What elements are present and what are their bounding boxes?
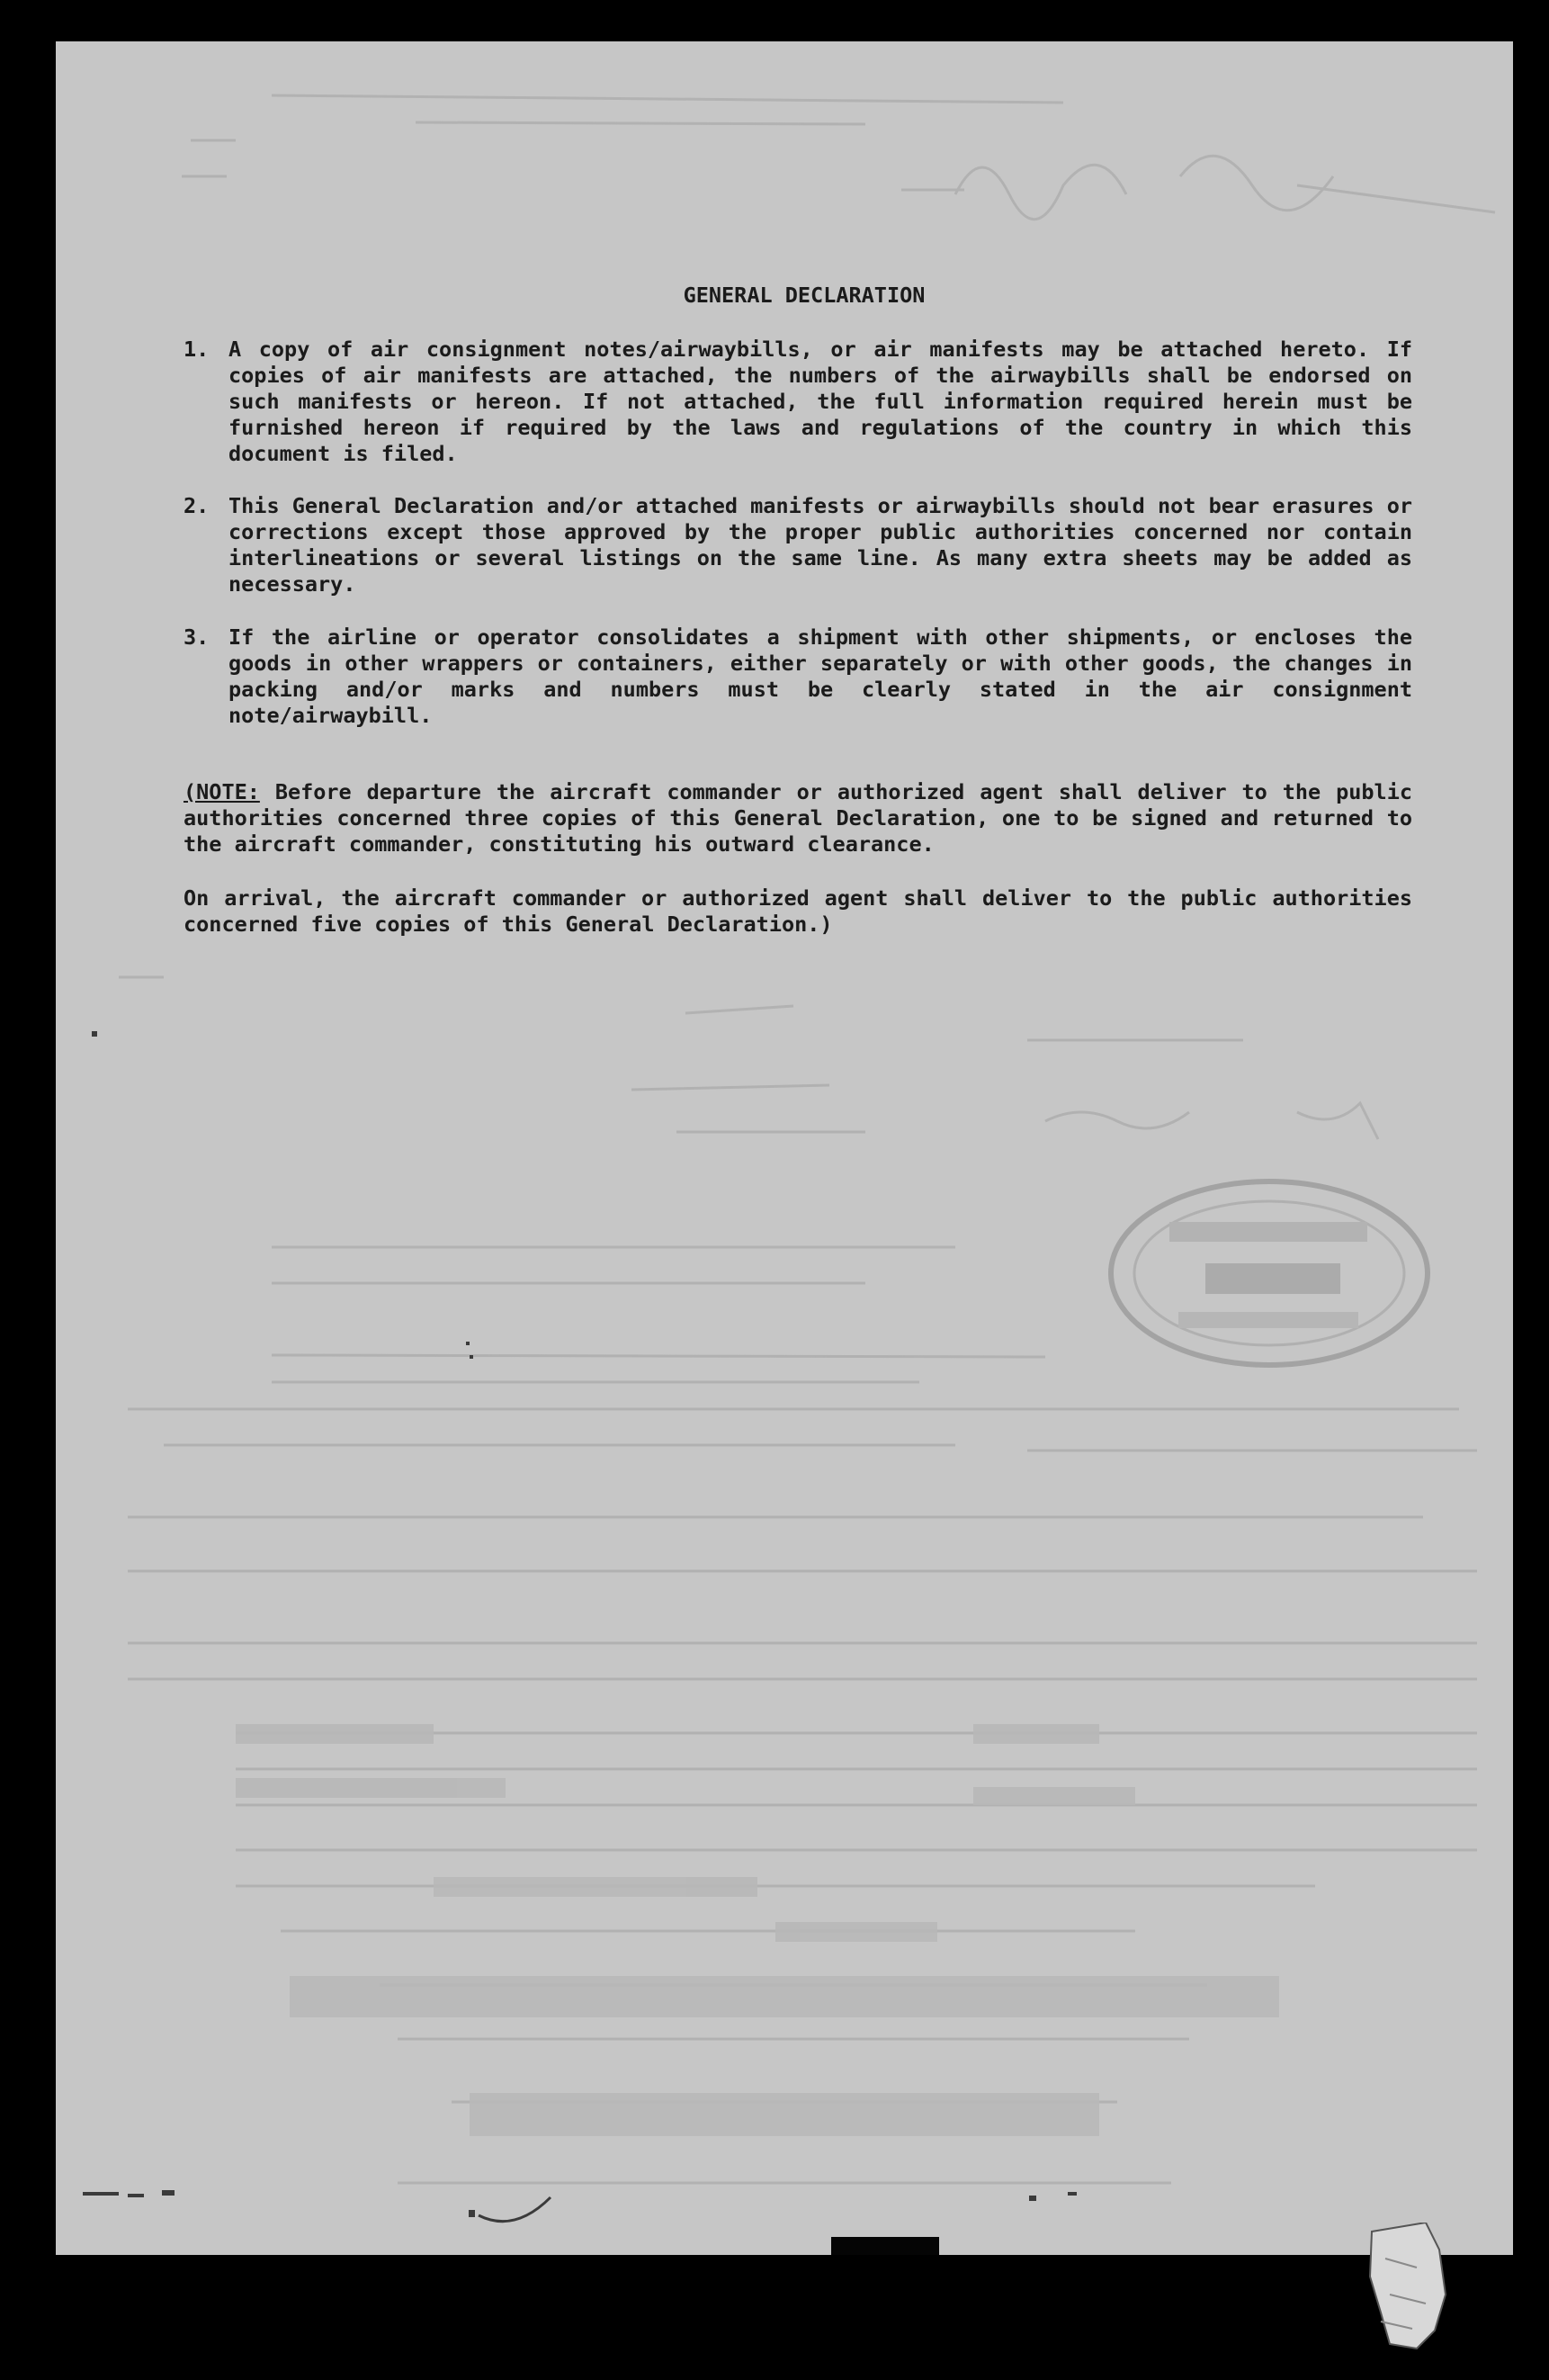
note-label: (NOTE: [184,779,260,804]
page-title: GENERAL DECLARATION [683,283,926,308]
document-page [56,41,1513,2255]
item-number: 1. [184,337,210,362]
torn-corner [1363,2223,1448,2353]
note-text: Before departure the aircraft commander or authorized agent shall deliver to the public authorities concerned three copies of this General Declaration, one to be signed and returned to the aircraft commander, constituting his outward clearance. [184,779,1412,857]
arrival-note: On arrival, the aircraft commander or authorized agent shall deliver to the public authorities concerned five copies of this General Declaration.) [184,885,1412,937]
ink-blot [831,2237,939,2255]
item-text: If the airline or operator consolidates a shipment with other shipments, or encloses the goods in other wrappers or containers, either separately or with other goods, the changes in packing and/or marks and numbers must be clearly stated in the air consignment note/airwaybill. [228,624,1412,728]
item-text: A copy of air consignment notes/airwaybills, or air manifests may be attached hereto. If copies of air manifests are attached, the numbers of the airwaybills shall be endorsed on such manifests or hereon. If not attached, the full information required herein must be furnished hereon if required by the laws and regulations of the country in which this document is filed. [228,337,1412,466]
item-text: This General Declaration and/or attached manifests or airwaybills should not bear erasures or corrections except those approved by the proper public authorities concerned nor contain interlineations or several listings on the same line. As many extra sheets may be added as necessary. [228,493,1412,597]
item-number: 3. [184,624,210,650]
faint-oval-stamp [1106,1177,1432,1370]
item-number: 2. [184,493,210,518]
departure-note [184,779,1412,858]
